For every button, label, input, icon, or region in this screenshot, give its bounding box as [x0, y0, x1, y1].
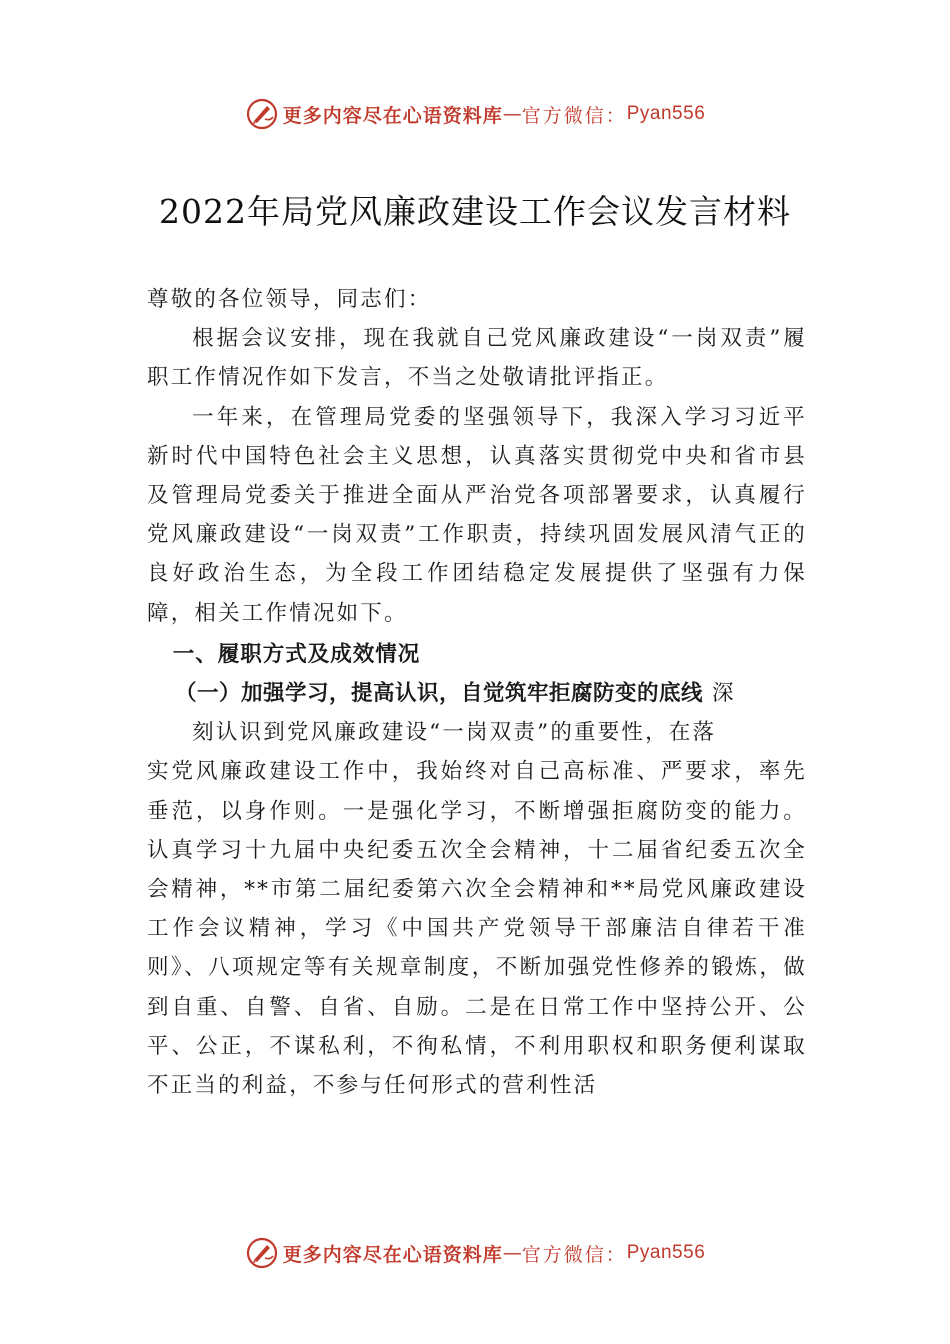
banner-wechat-label: 官方微信：	[521, 1243, 627, 1266]
section-heading-1: 一、履职方式及成效情况	[172, 641, 421, 667]
banner-text: 更多内容尽在心语资料库	[282, 104, 503, 127]
footer-banner	[0, 1233, 950, 1273]
heading-tail-text: 深	[712, 681, 736, 707]
document-body	[147, 280, 807, 1105]
paragraph-3-body: 实党风廉政建设工作中，我始终对自己高标准、严要求，率先垂范，以身作则。一是强化学习，不断增强拒腐防变的能力。认真学习十九届中央纪委五次全会精神，十二届省纪委五次全会精神，**市第二届纪委第六次全会精神和**局党风廉政建设工作会议精神，学习《中国共产党领导干部廉洁自律若干准则》、八项规定等有关规章制度，不断加强党性修养的锻炼，做到自重、自警、自省、自励。二是在日常工作中坚持公开、公平、公正，不谋私利，不徇私情，不利用职权和职务便利谋取不正当的利益，不参与任何形式的营利性活	[147, 759, 807, 1099]
salutation: 尊敬的各位领导，同志们：	[147, 287, 432, 312]
paragraph-3-first-line: 刻认识到党风廉政建设“一岗双责”的重要性，在落	[192, 720, 717, 746]
banner-wechat-id: Pyan556	[626, 103, 706, 124]
banner-separator: —	[502, 103, 522, 125]
document-title: 2022年局党风廉政建设工作会议发言材料	[159, 192, 791, 231]
brand-logo-icon	[245, 97, 279, 131]
banner-separator: —	[502, 1242, 522, 1264]
subsection-heading-line	[147, 674, 807, 713]
paragraph-1: 根据会议安排，现在我就自己党风廉政建设“一岗双责”履职工作情况作如下发言，不当之处敬请批评指正。	[147, 326, 807, 391]
subsection-heading-1: （一）加强学习，提高认识，自觉筑牢拒腐防变的底线	[174, 681, 703, 707]
header-banner	[0, 94, 950, 134]
brand-logo-icon	[245, 1236, 279, 1270]
banner-text: 更多内容尽在心语资料库	[282, 1243, 503, 1266]
banner-wechat-id: Pyan556	[626, 1242, 706, 1263]
paragraph-2: 一年来，在管理局党委的坚强领导下，我深入学习习近平新时代中国特色社会主义思想，认真落实贯彻党中央和省市县及管理局党委关于推进全面从严治党各项部署要求，认真履行党风廉政建设“一岗双责”工作职责，持续巩固发展风清气正的良好政治生态，为全段工作团结稳定发展提供了坚强有力保障，相关工作情况如下。	[147, 404, 807, 626]
banner-wechat-label: 官方微信：	[521, 104, 627, 127]
